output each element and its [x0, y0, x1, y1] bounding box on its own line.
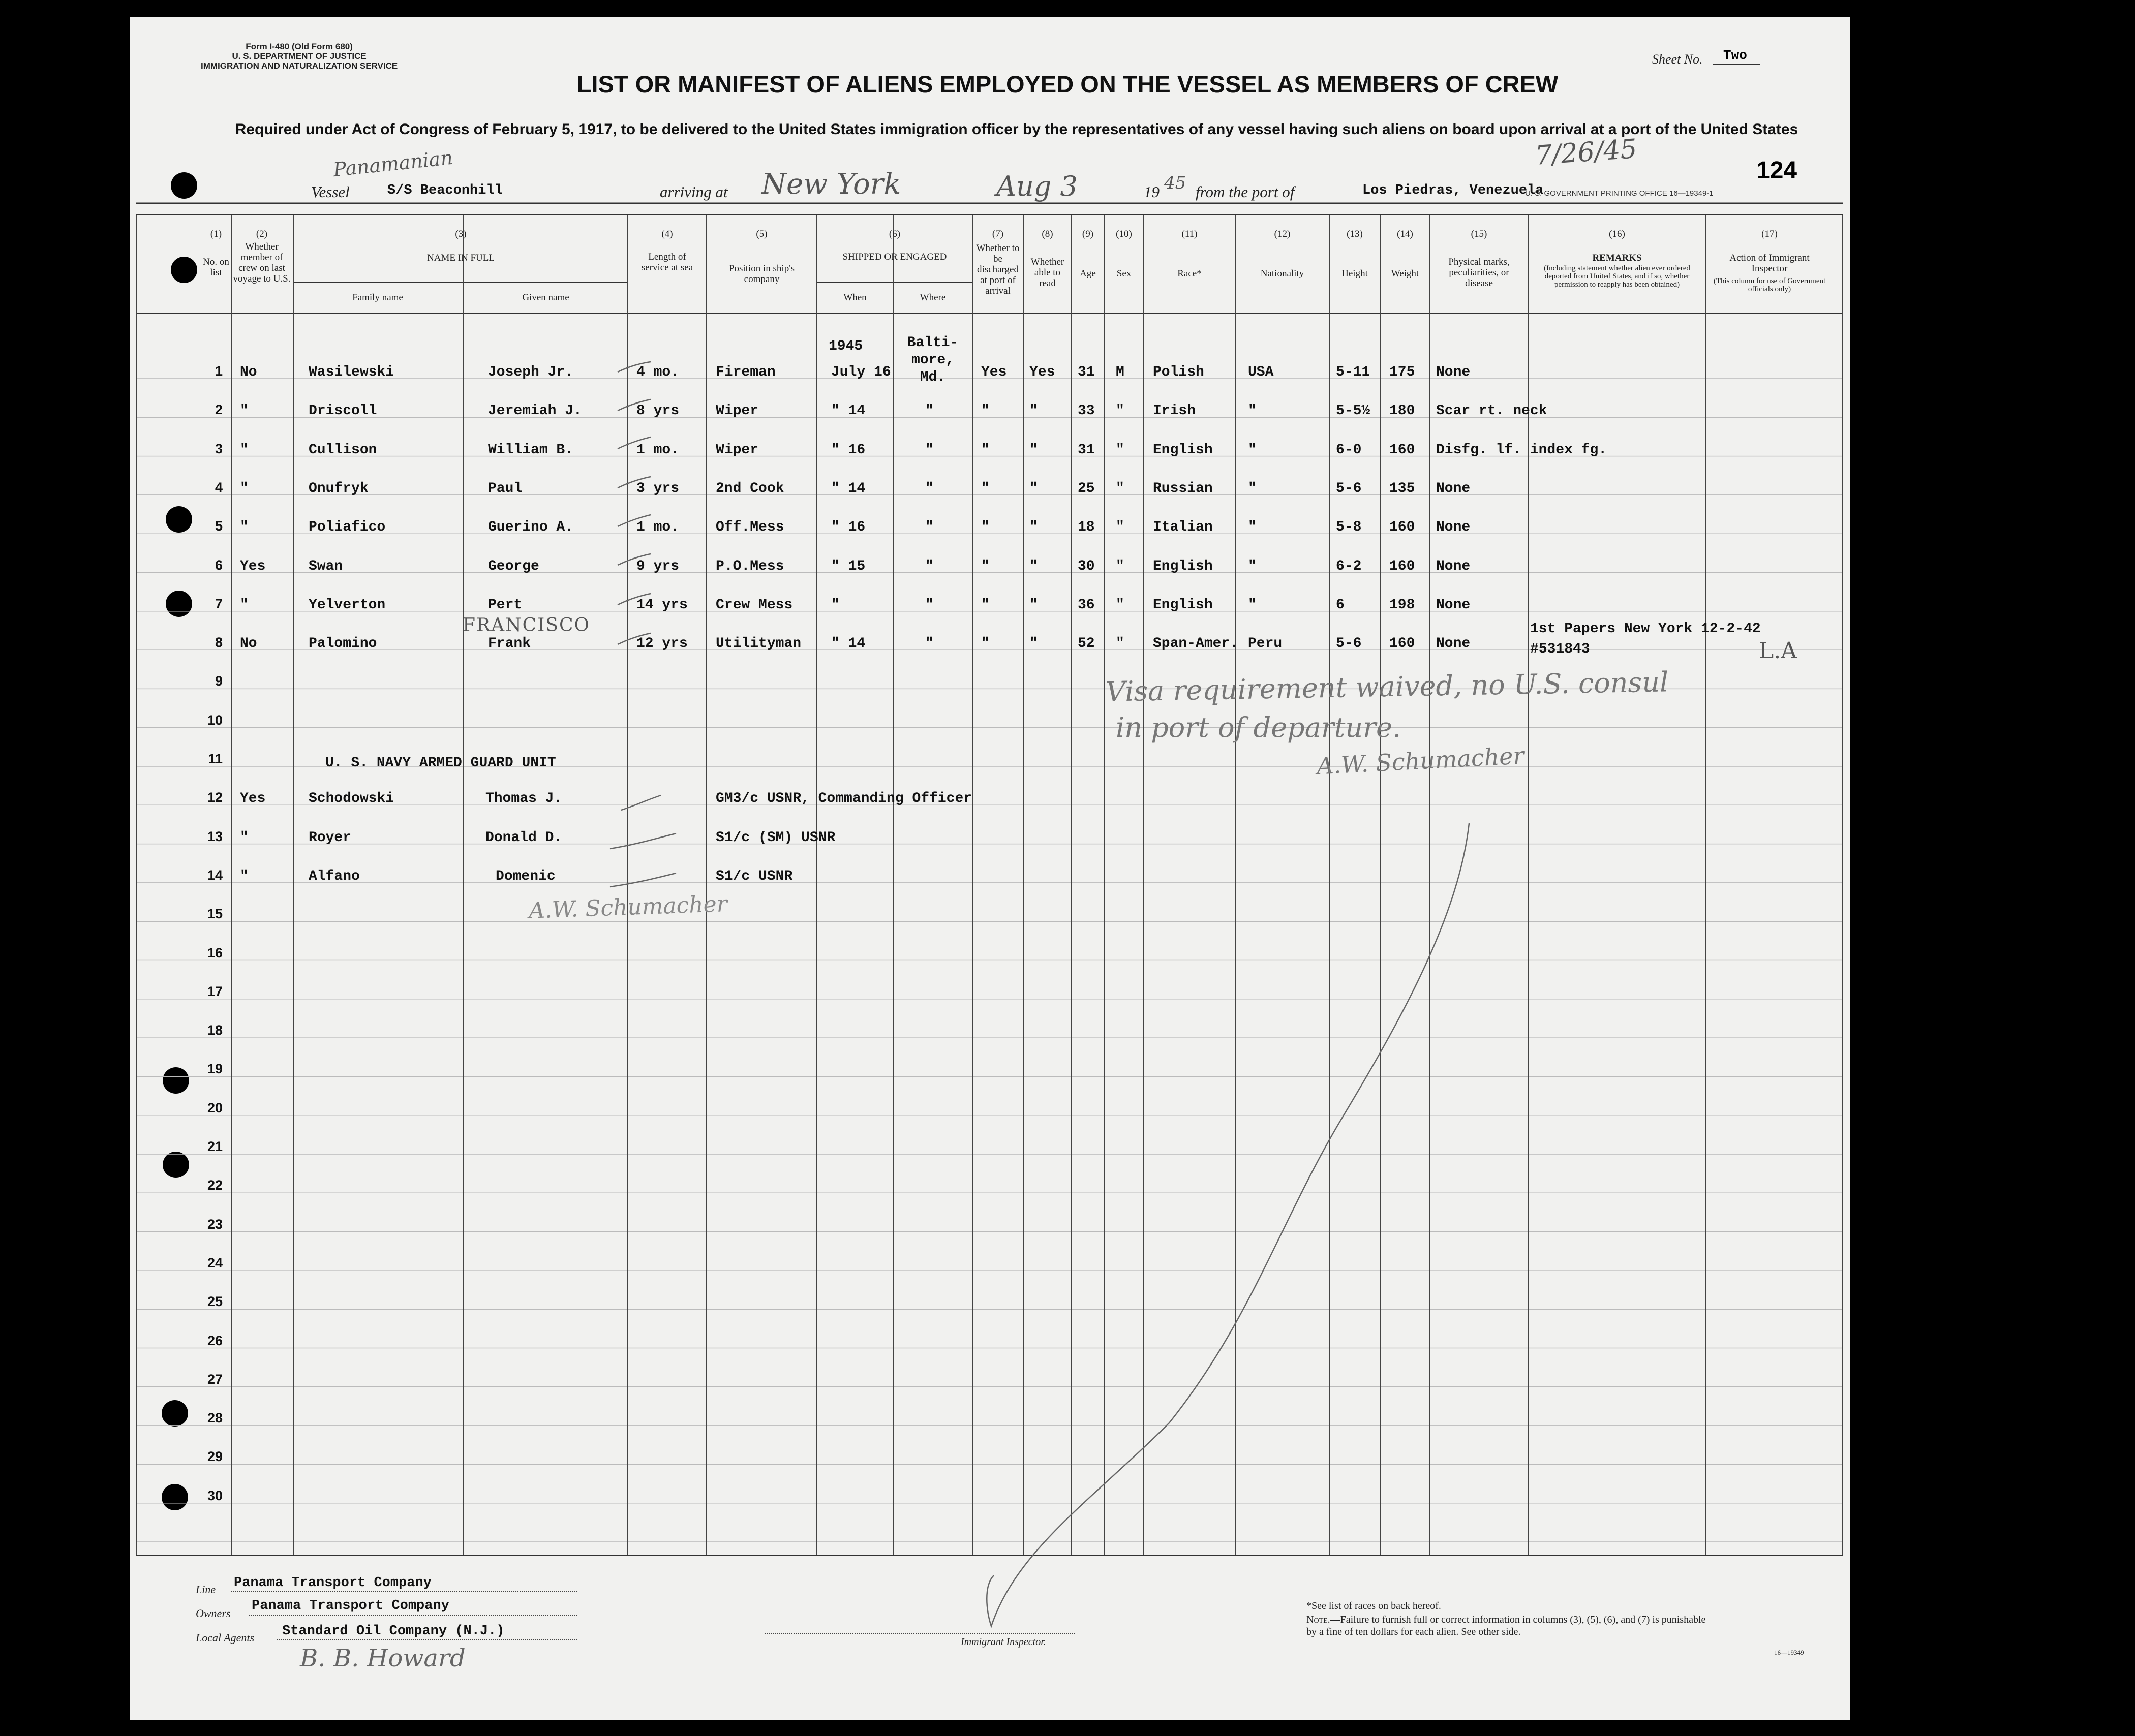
col12-label: Nationality	[1260, 268, 1304, 279]
crew-prior: "	[240, 519, 249, 536]
owners-value: Panama Transport Company	[252, 1598, 449, 1614]
col3-num: (3)	[455, 229, 467, 239]
col10-label: Sex	[1116, 268, 1132, 279]
hand-date: 7/26/45	[1534, 134, 1638, 171]
navy-position: GM3/c USNR, Commanding Officer	[716, 791, 972, 807]
crew-service: 1 mo.	[636, 519, 680, 536]
col4-num: (4)	[661, 229, 673, 239]
visa-signature: A.W. Schumacher	[1316, 741, 1525, 780]
col7-num: (7)	[992, 229, 1004, 239]
shipped-where-line: Balti-	[907, 335, 959, 351]
col4-label: Length of service at sea	[641, 252, 693, 273]
crew-service: 3 yrs	[636, 480, 680, 497]
col6-label: SHIPPED OR ENGAGED	[842, 252, 947, 262]
crew-read: Yes	[1029, 364, 1055, 380]
crew-given: Guerino A.	[488, 519, 574, 536]
crew-height: 5-11	[1336, 364, 1370, 380]
remarks-initials: L.A	[1759, 638, 1797, 664]
owners-rule	[249, 1615, 577, 1616]
col9-num: (9)	[1082, 229, 1094, 239]
sheet-label: Sheet No.	[1652, 52, 1703, 67]
crew-age: 18	[1078, 519, 1095, 536]
navy-signature: A.W. Schumacher	[528, 891, 728, 924]
crew-race: English	[1153, 558, 1213, 574]
navy-prior: Yes	[240, 791, 266, 807]
col10-num: (10)	[1116, 229, 1132, 239]
races-note: *See list of races on back hereof.	[1306, 1600, 1441, 1611]
crew-service: 8 yrs	[636, 403, 680, 419]
arrival-year: 45	[1164, 173, 1186, 193]
row-number: 29	[207, 1449, 223, 1465]
col3-label: NAME IN FULL	[427, 253, 495, 263]
crew-given: William B.	[488, 442, 574, 458]
crew-when: " 15	[831, 558, 866, 574]
visa-note-line: Visa requirement waived, no U.S. consul	[1105, 666, 1669, 708]
crew-where: "	[925, 403, 934, 419]
arriving-label: arriving at	[660, 183, 728, 201]
crew-prior: "	[240, 442, 249, 458]
crew-sex: "	[1116, 597, 1124, 613]
navy-prior: "	[240, 868, 249, 884]
crew-age: 31	[1078, 442, 1095, 458]
crew-service: 1 mo.	[636, 442, 680, 458]
crew-service: 14 yrs	[636, 597, 688, 613]
crew-weight: 160	[1389, 519, 1415, 536]
crew-weight: 135	[1389, 480, 1415, 497]
row-number: 11	[208, 751, 223, 766]
crew-family: Poliafico	[309, 519, 386, 536]
crew-age: 33	[1078, 403, 1095, 419]
note-label: Note.	[1306, 1614, 1330, 1625]
crew-sex: "	[1116, 442, 1124, 458]
crew-sex: "	[1116, 480, 1124, 497]
crew-prior: No	[240, 636, 257, 652]
col15-label: Physical marks, peculiarities, or disease	[1448, 257, 1510, 289]
crew-weight: 198	[1389, 597, 1415, 613]
row-number: 4	[215, 479, 223, 495]
crew-nationality: USA	[1248, 364, 1274, 380]
crew-nationality: "	[1248, 597, 1257, 613]
crew-sex: M	[1116, 364, 1124, 380]
crew-where: "	[925, 636, 934, 652]
shipped-where-line: more,	[911, 352, 954, 368]
col12-num: (12)	[1274, 229, 1291, 239]
crew-age: 31	[1078, 364, 1095, 380]
row-number: 3	[215, 441, 223, 456]
service: IMMIGRATION AND NATURALIZATION SERVICE	[201, 61, 398, 71]
crew-height: 6-2	[1336, 558, 1362, 574]
col3-given: Given name	[522, 292, 569, 303]
note-text: —Failure to furnish full or correct information in columns (3), (5), (6), and (7) is punishable by a fine of ten dollars for each alien. See other side.	[1306, 1614, 1706, 1637]
crew-race: Polish	[1153, 364, 1204, 380]
crew-race: Italian	[1153, 519, 1213, 536]
vessel-label: Vessel	[311, 183, 350, 201]
row-number: 22	[207, 1177, 223, 1193]
crew-when: " 14	[831, 403, 866, 419]
crew-given: Paul	[488, 480, 523, 497]
col16-sub: (Including statement whether alien ever ordered deported from United States, and if so, whether permission to reapply has been obtained)	[1544, 264, 1690, 289]
row-number: 14	[207, 867, 223, 883]
col6-when: When	[843, 292, 867, 303]
crew-where: "	[925, 442, 934, 458]
crew-given: Jeremiah J.	[488, 403, 582, 419]
row-number: 12	[207, 790, 223, 805]
crew-where: "	[925, 480, 934, 497]
crew-weight: 175	[1389, 364, 1415, 380]
crew-family: Cullison	[309, 442, 377, 458]
crew-family: Wasilewski	[309, 364, 394, 380]
printer-line: U. S. GOVERNMENT PRINTING OFFICE 16—19349-1	[1525, 189, 1714, 198]
crew-discharged: "	[981, 480, 990, 497]
agents-rule	[277, 1639, 577, 1640]
navy-prior: "	[240, 829, 249, 846]
crew-where: "	[925, 558, 934, 574]
col16-label: REMARKS	[1592, 253, 1642, 263]
row-number: 7	[215, 596, 223, 611]
crew-marks: None	[1436, 480, 1471, 497]
row-number: 2	[215, 402, 223, 418]
crew-sex: "	[1116, 519, 1124, 536]
row-number: 21	[207, 1139, 223, 1154]
crew-where: "	[925, 597, 934, 613]
crew-sex: "	[1116, 558, 1124, 574]
crew-position: P.O.Mess	[716, 558, 784, 574]
crew-marks: None	[1436, 519, 1471, 536]
crew-given: Joseph Jr.	[488, 364, 574, 380]
col8-num: (8)	[1042, 229, 1053, 239]
row-number: 8	[215, 635, 223, 650]
row-number: 5	[215, 518, 223, 534]
crew-read: "	[1029, 636, 1038, 652]
row-number: 25	[207, 1294, 223, 1310]
crew-height: 5-6	[1336, 636, 1362, 652]
col17-sub: (This column for use of Government officials only)	[1713, 277, 1826, 293]
inspector-rule	[765, 1633, 1075, 1634]
line-value: Panama Transport Company	[234, 1575, 432, 1591]
crew-nationality: Peru	[1248, 636, 1283, 652]
crew-prior: "	[240, 597, 249, 613]
crew-family: Yelverton	[309, 597, 386, 613]
navy-family: Alfano	[309, 868, 360, 884]
row-number: 30	[207, 1487, 223, 1503]
shipped-where-line: Md.	[920, 369, 946, 385]
col13-num: (13)	[1347, 229, 1363, 239]
crew-read: "	[1029, 519, 1038, 536]
owners-label: Owners	[196, 1607, 231, 1620]
crew-family: Swan	[309, 558, 343, 574]
crew-discharged: Yes	[981, 364, 1007, 380]
crew-nationality: "	[1248, 403, 1257, 419]
crew-marks: None	[1436, 597, 1471, 613]
col6-where: Where	[920, 292, 946, 303]
col8-label: Whether able to read	[1030, 257, 1064, 289]
agent-signature: B. B. Howard	[300, 1644, 466, 1672]
crew-discharged: "	[981, 597, 990, 613]
year-prefix: 19	[1144, 183, 1160, 201]
agents-label: Local Agents	[196, 1631, 255, 1644]
crew-when: " 16	[831, 519, 866, 536]
stamp-number: 124	[1756, 157, 1797, 184]
row-number: 26	[207, 1332, 223, 1348]
row-number: 13	[207, 828, 223, 844]
col13-label: Height	[1341, 268, 1368, 279]
row-number: 19	[207, 1061, 223, 1077]
crew-age: 25	[1078, 480, 1095, 497]
department: U. S. DEPARTMENT OF JUSTICE	[232, 51, 367, 61]
navy-family: Royer	[309, 829, 352, 846]
crew-race: English	[1153, 597, 1213, 613]
crew-service: 9 yrs	[636, 558, 680, 574]
crew-nationality: "	[1248, 442, 1257, 458]
crew-age: 36	[1078, 597, 1095, 613]
row-number: 6	[215, 557, 223, 573]
navy-position: S1/c USNR	[716, 868, 793, 884]
col16-num: (16)	[1609, 229, 1625, 239]
col11-num: (11)	[1181, 229, 1198, 239]
crew-marks: Disfg. lf. index fg.	[1436, 442, 1607, 458]
crew-when: " 14	[831, 636, 866, 652]
crew-marks: None	[1436, 364, 1471, 380]
sheet-value: Two	[1723, 48, 1747, 63]
col7-label: Whether to be discharged at port of arrival	[976, 243, 1020, 296]
col5-label: Position in ship's company	[728, 263, 795, 285]
col2-label: Whether member of crew on last voyage to U.S.	[233, 241, 291, 284]
col2-num: (2)	[256, 229, 268, 239]
penalty-note	[1306, 1614, 1713, 1638]
row-number: 23	[207, 1216, 223, 1232]
crew-prior: "	[240, 403, 249, 419]
crew-read: "	[1029, 480, 1038, 497]
crew-race: English	[1153, 442, 1213, 458]
navy-position: S1/c (SM) USNR	[716, 829, 836, 846]
col17-num: (17)	[1761, 229, 1778, 239]
crew-service: 4 mo.	[636, 364, 680, 380]
crew-read: "	[1029, 442, 1038, 458]
col5-num: (5)	[756, 229, 768, 239]
row-number: 28	[207, 1410, 223, 1426]
visa-note-line: in port of departure.	[1116, 711, 1401, 743]
crew-height: 5-8	[1336, 519, 1362, 536]
col1-label: No. on list	[203, 257, 229, 278]
col15-num: (15)	[1471, 229, 1487, 239]
col6-num: (6)	[889, 229, 901, 239]
crew-given: Frank	[488, 636, 531, 652]
crew-when: " 14	[831, 480, 866, 497]
arrival-date: Aug 3	[996, 170, 1078, 202]
crew-position: Off.Mess	[716, 519, 784, 536]
crew-discharged: "	[981, 636, 990, 652]
crew-weight: 180	[1389, 403, 1415, 419]
crew-height: 6	[1336, 597, 1345, 613]
crew-when: " 16	[831, 442, 866, 458]
line-rule	[231, 1591, 577, 1592]
col14-label: Weight	[1391, 268, 1419, 279]
remarks-cert: #531843	[1530, 641, 1590, 657]
col11-label: Race*	[1177, 268, 1202, 279]
row-number: 1	[215, 363, 223, 379]
navy-given: Donald D.	[485, 829, 563, 846]
from-port-label: from the port of	[1196, 183, 1295, 201]
crew-prior: "	[240, 480, 249, 497]
crew-height: 5-6	[1336, 480, 1362, 497]
crew-nationality: "	[1248, 558, 1257, 574]
row-number: 10	[207, 712, 223, 728]
crew-family: Driscoll	[309, 403, 377, 419]
crew-service: 12 yrs	[636, 636, 688, 652]
crew-position: 2nd Cook	[716, 480, 784, 497]
row-number: 15	[207, 906, 223, 922]
crew-position: Wiper	[716, 442, 759, 458]
row-number: 17	[207, 983, 223, 999]
crew-nationality: "	[1248, 480, 1257, 497]
crew-sex: "	[1116, 636, 1124, 652]
remarks-papers: 1st Papers New York 12-2-42	[1530, 621, 1761, 637]
vessel-flag: Panamanian	[332, 146, 454, 181]
navy-given: Thomas J.	[485, 791, 563, 807]
crew-discharged: "	[981, 442, 990, 458]
page-title: LIST OR MANIFEST OF ALIENS EMPLOYED ON THE VESSEL AS MEMBERS OF CREW	[576, 71, 1559, 98]
navy-family: Schodowski	[309, 791, 394, 807]
inspector-label: Immigrant Inspector.	[961, 1636, 1046, 1648]
row-number: 27	[207, 1371, 223, 1387]
crew-family: Onufryk	[309, 480, 369, 497]
line-label: Line	[196, 1583, 216, 1596]
crew-when: July 16	[831, 364, 891, 380]
form-code: 16—19349	[1774, 1649, 1804, 1656]
vessel-name: S/S Beaconhill	[387, 183, 503, 198]
crew-age: 30	[1078, 558, 1095, 574]
requirement-text: Required under Act of Congress of February 5, 1917, to be delivered to the United States immigration officer by the representatives of any vessel having such aliens on board upon arrival at a port of the United States	[235, 121, 1798, 138]
row-number: 9	[215, 673, 223, 689]
from-port: Los Piedras, Venezuela	[1362, 183, 1544, 198]
arriving-port: New York	[761, 168, 901, 201]
form-number: Form I-480 (Old Form 680)	[246, 42, 353, 51]
crew-position: Wiper	[716, 403, 759, 419]
row-number: 16	[207, 945, 223, 960]
col3-family: Family name	[352, 292, 403, 303]
row-number: 18	[207, 1022, 223, 1038]
shipped-year: 1945	[829, 338, 863, 354]
crew-discharged: "	[981, 519, 990, 536]
crew-marks: Scar rt. neck	[1436, 403, 1547, 419]
row-number: 24	[207, 1255, 223, 1270]
crew-nationality: "	[1248, 519, 1257, 536]
hand-francisco: FRANCISCO	[463, 615, 591, 636]
crew-when: "	[831, 597, 840, 613]
crew-sex: "	[1116, 403, 1124, 419]
crew-read: "	[1029, 597, 1038, 613]
col1-num: (1)	[210, 229, 222, 239]
crew-height: 6-0	[1336, 442, 1362, 458]
crew-race: Russian	[1153, 480, 1213, 497]
crew-prior: No	[240, 364, 257, 380]
crew-weight: 160	[1389, 558, 1415, 574]
crew-discharged: "	[981, 403, 990, 419]
crew-position: Fireman	[716, 364, 776, 380]
crew-age: 52	[1078, 636, 1095, 652]
crew-position: Utilityman	[716, 636, 802, 652]
navy-heading: U. S. NAVY ARMED GUARD UNIT	[325, 755, 556, 771]
row-number: 20	[207, 1100, 223, 1115]
crew-family: Palomino	[309, 636, 377, 652]
col14-num: (14)	[1397, 229, 1413, 239]
crew-weight: 160	[1389, 636, 1415, 652]
crew-marks: None	[1436, 636, 1471, 652]
crew-race: Span-Amer.	[1153, 636, 1239, 652]
crew-race: Irish	[1153, 403, 1196, 419]
crew-marks: None	[1436, 558, 1471, 574]
crew-discharged: "	[981, 558, 990, 574]
crew-read: "	[1029, 558, 1038, 574]
col9-label: Age	[1080, 268, 1096, 279]
agents-value: Standard Oil Company (N.J.)	[282, 1624, 505, 1639]
crew-position: Crew Mess	[716, 597, 793, 613]
crew-prior: Yes	[240, 558, 266, 574]
crew-read: "	[1029, 403, 1038, 419]
crew-given: Pert	[488, 597, 523, 613]
crew-height: 5-5½	[1336, 403, 1370, 419]
crew-given: George	[488, 558, 539, 574]
crew-weight: 160	[1389, 442, 1415, 458]
navy-given: Domenic	[496, 868, 556, 884]
crew-where: "	[925, 519, 934, 536]
col17-label: Action of Immigrant Inspector	[1729, 253, 1810, 274]
